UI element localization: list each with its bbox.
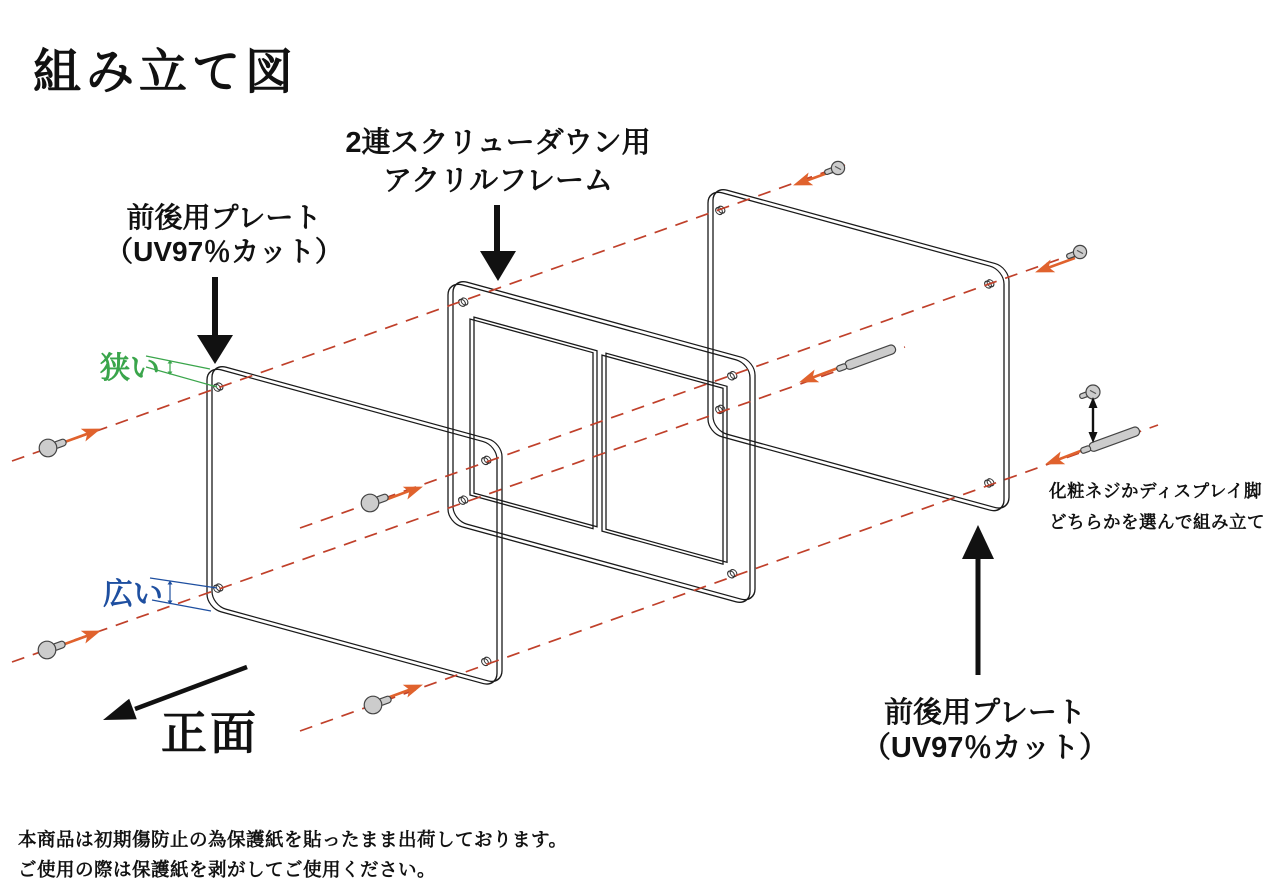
decorative-screw <box>1066 245 1087 259</box>
thumb-screw <box>38 640 66 658</box>
front-plate-label-line1: 前後用プレート <box>126 202 322 233</box>
back-plate <box>708 185 1009 515</box>
thumb-screw <box>39 438 67 456</box>
front-view-label: 正面 <box>161 707 259 759</box>
decorative-screw <box>1079 385 1100 399</box>
either-or-arrow <box>1089 397 1098 443</box>
front-plate-callout-arrow <box>197 277 233 364</box>
front-plate-label-line2: （UV97％カット） <box>105 236 343 267</box>
frame-callout-arrow <box>480 205 516 281</box>
display-leg <box>1079 426 1140 456</box>
footer-note-line2: ご使用の際は保護紙を剥がしてご使用ください。 <box>18 861 437 881</box>
front-plate-holes <box>214 381 491 667</box>
back-plate-callout-arrow <box>962 525 994 675</box>
option-note-line1: 化粧ネジかディスプレイ脚 <box>1049 481 1263 501</box>
thumb-screw <box>361 493 389 511</box>
footer-note-line1: 本商品は初期傷防止の為保護紙を貼ったまま出荷しております。 <box>18 831 568 851</box>
wide-label: 広い <box>103 578 163 611</box>
option-note-line2: どちらかを選んで組み立て <box>1049 512 1265 532</box>
page-title: 組み立て図 <box>33 46 299 99</box>
narrow-label: 狭い <box>100 352 160 385</box>
frame-label-line1: 2連スクリューダウン用 <box>345 127 651 159</box>
display-leg <box>835 344 896 374</box>
back-plate-label-line1: 前後用プレート <box>884 697 1086 729</box>
back-plate-label-line2: （UV97％カット） <box>861 732 1109 764</box>
decorative-screw <box>824 161 845 175</box>
thumb-screw <box>364 695 392 713</box>
frame-label-line2: アクリルフレーム <box>383 165 613 197</box>
